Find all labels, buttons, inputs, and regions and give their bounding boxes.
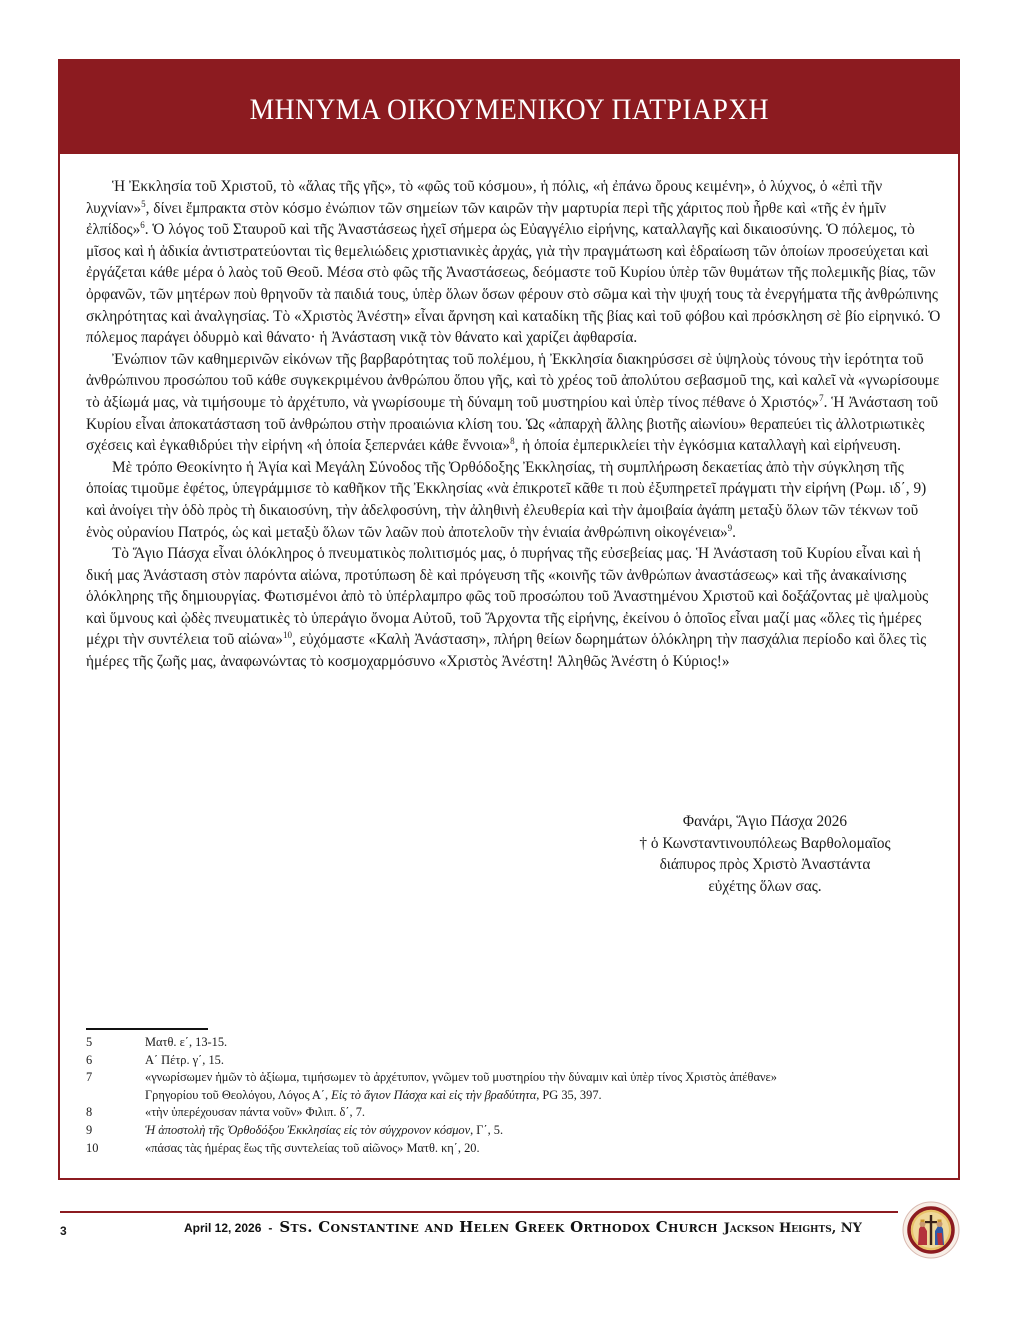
footer-separator: - <box>268 1221 273 1235</box>
paragraph-1: Ἡ Ἐκκλησία τοῦ Χριστοῦ, τὸ «ἅλας τῆς γῆς», τὸ «φῶς τοῦ κόσμου», ἡ πόλις, «ἡ ἐπάνω ὄρους κειμένη», ὁ λύχνος, ὁ «ἐπὶ τῆν λυχνίαν»$^5$, δίνει ἔμπρακτα στὸν κόσμο ἐνώπιον τῶν σημείων τῶν καιρῶν τὴν μαρτυρία περὶ τῆς χάριτος ποὺ ἦρθε καὶ «τῆς ἐν ἡμῖν ἐλπίδος»$^6$. Ὁ λόγος τοῦ Σταυροῦ καὶ τῆς Ἀναστάσεως ἠχεῖ σήμερα ὡς Εὐαγγέλιο εἰρήνης, καταλλαγῆς καὶ δικαιοσύνης. Ὁ πόλεμος, τὸ μῖσος καὶ ἡ ἀδικία ἀντιστρατεύονται τὶς θεμελιώδεις χριστιανικὲς ἀρχάς, γιὰ τὴν πραγμάτωση καὶ ἑδραίωση τῶν ὁποίων προσεύχεται καὶ ἐργάζεται κάθε μέρα ὁ λαὸς τοῦ Θεοῦ. Μέσα στὸ φῶς τῆς Ἀναστάσεως, δεόμαστε τοῦ Κυρίου ὑπὲρ τῶν θυμάτων τῆς πολεμικῆς βίας, τῶν ὀρφανῶν, τῶν μητέρων ποὺ θρηνοῦν τὰ παιδιά τους, ὑπὲρ ὅλων ὅσων φέρουν στὸ σῶμα καὶ τὴν ψυχή τους τὰ ἐνεργήματα τῆς ἀνθρώπινης σκληρότητας καὶ ἀναλγησίας. Τὸ «Χριστὸς Ἀνέστη» εἶναι ἄρνηση καὶ καταδίκη τῆς βίας καὶ τοῦ φόβου καὶ πρόσκληση σὲ βίο εἰρηνικό. Ὁ πόλεμος παράγει ὀδυρμὸ καὶ θάνατο· ἡ Ἀνάσταση νικᾷ τὸν θάνατο καὶ χαρίζει ἀφθαρσία. <box>86 178 941 347</box>
church-seal-icon <box>902 1201 960 1259</box>
message-box <box>58 59 960 1180</box>
paragraph-4: Τὸ Ἅγιο Πάσχα εἶναι ὁλόκληρος ὁ πνευματικὸς πολιτισμός μας, ὁ πυρήνας τῆς εὐσεβείας μας. Ἡ Ἀνάσταση τοῦ Κυρίου εἶναι καὶ ἡ δική μας Ἀνάσταση στὸν παρόντα αἰώνα, προτύπωση δὲ καὶ πρόγευση τῆς «κοινῆς τῶν ἀνθρώπων ἀναστάσεως» καὶ τῆς ἀνακαίνισης ὁλόκληρης τῆς δημιουργίας. Φωτισμένοι ἀπὸ τὸ ὑπέρλαμπρο φῶς τοῦ προσώπου τοῦ Ἀναστημένου Χριστοῦ καὶ δοξάζοντας μὲ ψαλμοὺς καὶ ὕμνους καὶ ᾠδὲς πνευματικὲς τὸ ὑπεράγιο ὄνομα Αὐτοῦ, τοῦ Ἄρχοντα τῆς εἰρήνης, ἐκείνου ὁ ὁποῖος εἶναι μαζί μας «ὅλες τὶς ἡμέρες μέχρι τὴν συντέλεια τοῦ αἰώνα»$^{10}$, εὐχόμαστε «Καλὴ Ἀνάσταση», πλήρη θείων δωρημάτων ὁλόκληρη τὴν πασχάλια περίοδο καὶ ὅλες τὶς ἡμέρες τῆς ζωῆς μας, ἀναφωνώντας τὸ κοσμοχαρμόσυνο «Χριστὸς Ἀνέστη! Ἀληθῶς Ἀνέστη ὁ Κύριος!» <box>86 545 929 671</box>
page-title: ΜΗΝΥΜΑ ΟΙΚΟΥΜΕΝΙΚΟΥ ΠΑΤΡΙΑΡΧΗ <box>249 92 769 126</box>
footer-church-name: Sts. Constantine and Helen Greek Orthodox Church <box>279 1218 718 1236</box>
footnote-6: 6 Α΄ Πέτρ. γ΄, 15. <box>86 1052 224 1067</box>
footnote-ref-7[interactable]: 7 <box>819 392 824 403</box>
footnote-ref-10[interactable]: 10 <box>282 630 292 641</box>
signature-block <box>600 811 930 897</box>
footnotes <box>86 1034 946 1157</box>
footnote-7: 7 «γνωρίσωμεν ἡμῶν τὸ ἀξίωμα, τιμήσωμεν τὸ ἀρχέτυπον, γνῶμεν τοῦ μυστηρίου τὴν δύναμιν καὶ ὑπὲρ τίνος Χριστὸς ἀπέθανε» Γρηγορίου τοῦ Θεολόγου, Λόγος Α΄, Εἰς τὸ ἅγιον Πάσχα καὶ εἰς τὴν βραδύτητα, PG 35, 397. <box>86 1070 777 1102</box>
signature-place-date: Φανάρι, Ἅγιο Πάσχα 2026 <box>682 813 848 830</box>
footnote-divider <box>86 1028 208 1030</box>
footnote-5: 5 Ματθ. ε΄, 13-15. <box>86 1035 228 1049</box>
signature-line-4: εὐχέτης ὅλων σας. <box>708 877 822 895</box>
footnote-ref-9[interactable]: 9 <box>727 522 733 533</box>
footnote-ref-5[interactable]: 5 <box>141 198 146 209</box>
page-number: 3 <box>60 1224 67 1238</box>
signature-line-3: διάπυρος πρὸς Χριστὸ Ἀναστάντα <box>659 856 871 874</box>
footnote-ref-8[interactable]: 8 <box>510 436 515 447</box>
footnote-9: 9 Ἡ ἀποστολὴ τῆς Ὀρθοδόξου Ἐκκλησίας εἰς τὸν σύγχρονον κόσμον, Γ΄, 5. <box>86 1122 504 1137</box>
paragraph-3: Μὲ τρόπο Θεοκίνητο ἡ Ἁγία καὶ Μεγάλη Σύνοδος τῆς Ὀρθόδοξης Ἐκκλησίας, τὴ συμπλήρωση δεκαετίας ἀπὸ τὴν σύγκληση τῆς ὁποίας τιμοῦμε ἐφέτος, ὑπεγράμμισε τὸ καθῆκον τῆς Ἐκκλησίας «νὰ ἐπικροτεῖ κᾶθε τι ποὺ ἐξυπηρετεῖ πράγματι τὴν εἰρήνη (Ρωμ. ιδ΄, 9) καὶ ἀνοίγει τὴν ὁδὸ πρὸς τὴ δικαιοσύνη, τὴν ἀδελφοσύνη, τὴν ἀληθινὴ ἐλευθερία καὶ τὴν ἀμοιβαία ἀγάπη μεταξὺ ὅλων τῶν τέκνων τοῦ ἑνὸς οὐρανίου Πατρός, ὡς καὶ μεταξὺ ὅλων τῶν λαῶν ποὺ ἀποτελοῦν τὴν ἑνιαία ἀνθρώπινη οἰκογένεια»$^9$. <box>86 458 927 541</box>
footnote-8: 8 «τὴν ὑπερέχουσαν πάντα νοῦν» Φιλιπ. δ΄, 7. <box>86 1105 365 1120</box>
footnote-ref-6[interactable]: 6 <box>140 220 145 231</box>
footer-divider <box>60 1211 898 1213</box>
signature-name: † ὁ Κωνσταντινουπόλεως Βαρθολομαῖος <box>639 834 891 852</box>
footer-location: Jackson Heights, NY <box>723 1221 862 1236</box>
header-banner <box>60 61 958 154</box>
message-body <box>86 176 944 673</box>
paragraph-2: Ἐνώπιον τῶν καθημερινῶν εἰκόνων τῆς βαρβαρότητας τοῦ πολέμου, ἡ Ἐκκλησία διακηρύσσει σὲ ὑψηλοὺς τόνους τὴν ἱερότητα τοῦ ἀνθρώπινου προσώπου τοῦ κάθε συγκεκριμένου ἀνθρώπου ὅπου γῆς, καὶ τὸ χρέος τοῦ ἀπολύτου σεβασμοῦ της, καὶ καλεῖ νὰ «γνωρίσουμε τὸ ἀξίωμά μας, νὰ τιμήσουμε τὸ ἀρχέτυπο, νὰ γνωρίσουμε τὴ δύναμη τοῦ μυστηρίου καὶ ὑπὲρ τίνος πέθανε ὁ Χριστός»$^7$. Ἡ Ἀνάσταση τοῦ Κυρίου εἶναι ἀποκατάσταση τοῦ ἀνθρώπου στὴν προαιώνια κλίση του. Ὡς «ἀπαρχὴ ἄλλης βιοτῆς αἰωνίου» θεραπεύει τὶς ἀλλοτριωτικὲς σχέσεις καὶ ἐγκαθιδρύει τὴν εἰρήνη «ἡ ὁποία ξεπερνάει κάθε ἔννοια»$^8$, ἡ ὁποία ἐμπερικλείει τὴν ἐγκόσμια καταλλαγὴ καὶ εἰρήνευση. <box>86 350 940 455</box>
footer-date: April 12, 2026 <box>184 1221 262 1235</box>
footer-line <box>184 1218 862 1236</box>
footnote-10: 10 «πάσας τὰς ἡμέρας ἕως τῆς συντελείας τοῦ αἰῶνος» Ματθ. κη΄, 20. <box>86 1140 480 1155</box>
